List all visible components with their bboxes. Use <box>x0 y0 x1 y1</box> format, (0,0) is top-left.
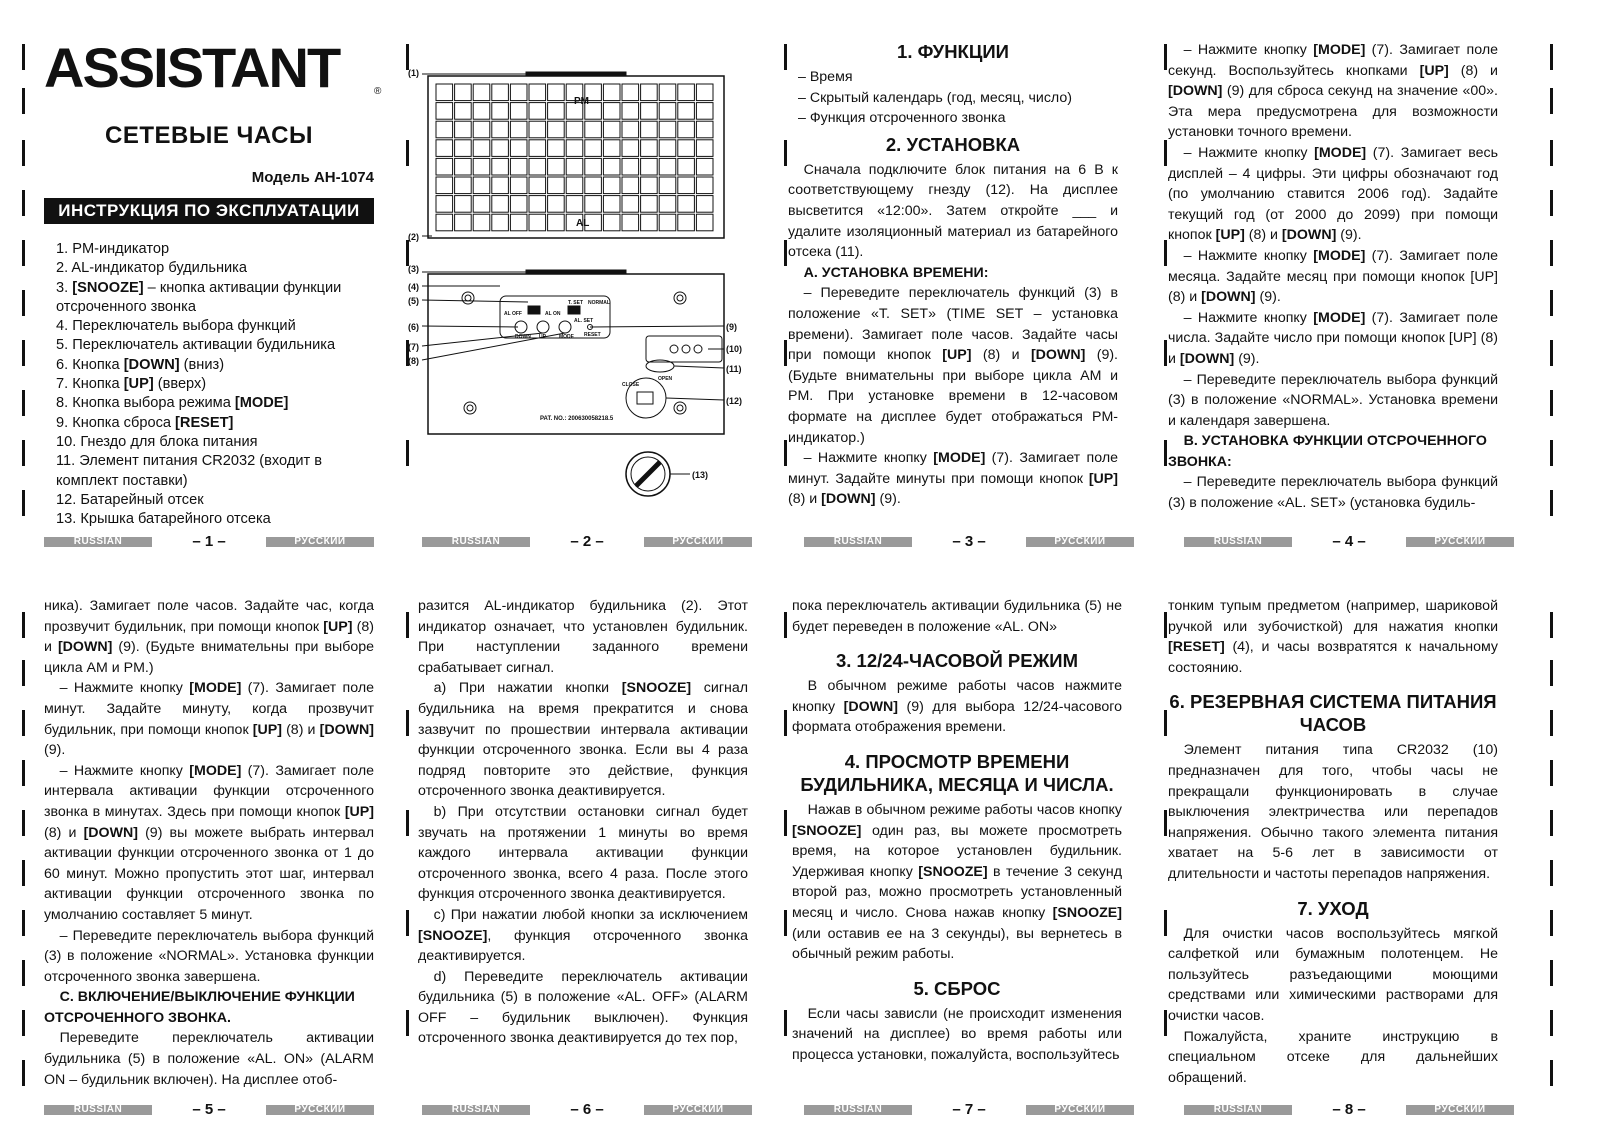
footer-8: RUSSIAN – 8 – РУССКИЙ <box>1184 1103 1514 1117</box>
callout-label: (6) <box>408 322 419 332</box>
grid-cell <box>622 196 639 213</box>
function-item: – Функция отсроченного звонка <box>798 110 1006 127</box>
grid-cell <box>510 158 527 175</box>
svg-text:MODE: MODE <box>559 334 574 340</box>
page-2 <box>408 40 748 530</box>
parts-list-item: 8. Кнопка выбора режима [MODE] <box>56 395 289 412</box>
grid-cell <box>473 140 490 157</box>
pm-indicator: PM <box>574 96 589 107</box>
grid-cell <box>529 177 546 194</box>
grid-cell <box>659 121 676 138</box>
footer-1: RUSSIAN – 1 – РУССКИЙ <box>44 535 374 549</box>
page-6: разится AL-индикатор будильника (2). Этот индикатор означает, что установлен будильник. При наступлении заданного времени срабатывает сигнал. a) При нажатии кнопки [SNOOZE] сигнал будильника на время прекратится и снова зазвучит по прошествии интервала активации функции отсроченного звонка. Если вы 4 раза подряд повторите это действие, функция отсроченного звонка деактивируется. b) При отсутствии остановки сигнал будет звучать на протяжении 1 минуты во время каждого интервала активации функции отсроченного звонка, всего 4 раза. После этого функция отсроченного звонка деактивируется. c) При нажатии любой кнопки за исключением [SNOOZE], функция отсроченного звонка деактивируется. d) Переведите переключатель активации будильника (5) в положение «AL. OFF» (ALARM OFF – будильник выключен). Функция отсроченного звонка деактивируется до тех пор, <box>418 598 748 1047</box>
grid-cell <box>659 84 676 101</box>
grid-cell <box>696 140 713 157</box>
grid-cell <box>659 103 676 120</box>
grid-cell <box>529 214 546 231</box>
page-1 <box>44 36 382 530</box>
grid-cell <box>678 84 695 101</box>
svg-text:AL. SET: AL. SET <box>574 318 594 324</box>
grid-cell <box>603 121 620 138</box>
callout-label: (10) <box>726 344 743 354</box>
heading-care: 7. УХОД <box>1297 897 1369 919</box>
grid-cell <box>455 214 472 231</box>
parts-list-item: 6. Кнопка [DOWN] (вниз) <box>56 356 225 373</box>
grid-cell <box>603 196 620 213</box>
up-button <box>537 321 549 333</box>
grid-cell <box>641 140 658 157</box>
footer-2: RUSSIAN – 2 – РУССКИЙ <box>422 535 752 549</box>
grid-cell <box>548 177 565 194</box>
grid-cell <box>641 196 658 213</box>
grid-cell <box>510 84 527 101</box>
grid-cell <box>510 103 527 120</box>
grid-cell <box>455 140 472 157</box>
grid-cell <box>678 196 695 213</box>
heading-functions: 1. ФУНКЦИИ <box>897 41 1009 62</box>
heading-reset: 5. СБРОС <box>913 977 1001 999</box>
grid-cell <box>678 214 695 231</box>
grid-cell <box>492 121 509 138</box>
callout-label: (12) <box>726 396 743 406</box>
grid-cell <box>455 84 472 101</box>
page-number: – 2 – <box>570 533 604 550</box>
grid-cell <box>510 196 527 213</box>
grid-cell <box>678 121 695 138</box>
callout-label: (2) <box>408 232 419 242</box>
parts-list-item: 13. Крышка батарейного отсека <box>56 511 271 528</box>
grid-cell <box>585 140 602 157</box>
heading-setup: 2. УСТАНОВКА <box>885 133 1021 155</box>
grid-cell <box>436 140 453 157</box>
heading-view: 4. ПРОСМОТР ВРЕМЕНИ БУДИЛЬНИКА, МЕСЯЦА И ЧИСЛА. <box>800 750 1114 795</box>
parts-list <box>56 240 374 529</box>
grid-cell <box>678 140 695 157</box>
grid-cell <box>622 140 639 157</box>
svg-text:UP: UP <box>539 334 546 340</box>
grid-cell <box>622 214 639 231</box>
grid-cell <box>641 103 658 120</box>
parts-list-item: 11. Элемент питания CR2032 (входит в комплект поставки) <box>56 453 323 489</box>
page-5: ника). Замигает поле часов. Задайте час, когда прозвучит будильник, при помощи кнопок [UP] (8) и [DOWN] (9). (Будьте внимательны при выборе цикла AM и PM.) – Нажмите кнопку [MODE] (7). Замигает поле минут. Задайте минуту, когда прозвучит будильник, при помощи кнопок [UP] (8) и [DOWN] (9). – Нажмите кнопку [MODE] (7). Замигает поле интервала активации функции отсроченного звонка в минутах. Здесь при помощи кнопок [UP] (8) и [DOWN] (9) вы можете выбрать интервал активации функции отсроченного звонка от 1 до 60 минут. Можно пропустить этот шаг, интервал активации функции отсроченного звонка по умолчанию составляет 5 минут. – Переведите переключатель выбора функций (3) в положение «NORMAL». Установка функции отсроченного звонка завершена. C. ВКЛЮЧЕНИЕ/ВЫКЛЮЧЕНИЕ ФУНКЦИИ ОТСРОЧЕННОГО ЗВОНКА. Переведите переключатель активации будильника (5) в положение «AL. ON» (ALARM ON – будильник включен). На дисплее отоб- <box>44 598 374 1088</box>
parts-list-item: 9. Кнопка сброса [RESET] <box>56 414 234 431</box>
grid-cell <box>678 103 695 120</box>
callout-label: (8) <box>408 356 419 366</box>
grid-cell <box>585 158 602 175</box>
page-number: – 7 – <box>952 1101 986 1118</box>
grid-cell <box>659 140 676 157</box>
grid-cell <box>455 121 472 138</box>
clock-diagram <box>408 40 748 500</box>
grid-cell <box>566 140 583 157</box>
grid-cell <box>603 214 620 231</box>
callout-label: (4) <box>408 282 419 292</box>
svg-text:CLOSE: CLOSE <box>622 382 640 388</box>
page-number: – 5 – <box>192 1101 226 1118</box>
grid-cell <box>510 214 527 231</box>
page-number: – 8 – <box>1332 1101 1366 1118</box>
grid-cell <box>585 177 602 194</box>
grid-cell <box>603 140 620 157</box>
grid-cell <box>603 103 620 120</box>
page-number: – 6 – <box>570 1101 604 1118</box>
grid-cell <box>603 177 620 194</box>
grid-cell <box>622 121 639 138</box>
grid-cell <box>510 121 527 138</box>
page-3: 1. ФУНКЦИИ – Время – Скрытый календарь (год, месяц, число) – Функция отсроченного звонка 2. УСТАНОВКА Сначала подключите блок питания на 6 В к соответствующему гнезду (12). На дисплее высветится «12:00». Затем откройте ___ и удалите изоляционный материал из батарейного отсека (11). А. УСТАНОВКА ВРЕМЕНИ: – Переведите переключатель функций (3) в положение «T. SET» (TIME SET – установка времени). Замигает поле часов. Задайте часы при помощи кнопок [UP] (8) и [DOWN] (9). (Будьте внимательны при выборе цикла AM и PM. При установке времени в 12-часовом формате на дисплее будет отображаться PM-индикатор.) – Нажмите кнопку [MODE] (7). Замигает поле минут. Задайте минуты при помощи кнопок [UP] (8) и [DOWN] (9). <box>788 41 1119 508</box>
brand-logo: ASSISTANT <box>44 36 340 99</box>
product-title: СЕТЕВЫЕ ЧАСЫ <box>105 122 313 149</box>
page-8: тонким тупым предметом (например, шариковой ручкой или зубочисткой) для нажатия кнопки [RESET] (4), и часы возвратятся к начальному состоянию. 6. РЕЗЕРВНАЯ СИСТЕМА ПИТАНИЯ ЧАСОВ Элемент питания типа CR2032 (10) предназначен для того, чтобы часы не прекращали функционировать в случае выключения электричества или перепадов напряжения. Обычно такого элемента питания хватает на 5-6 лет в зависимости от длительности и частоты перепадов напряжения. 7. УХОД Для очистки часов воспользуйтесь мягкой салфеткой или бумажным полотенцем. Не пользуйтесь разъедающими моющими средствами или химическими растворами для очистки часов. Пожалуйста, храните инструкцию в специальном отсеке для дальнейших обращений. <box>1168 598 1498 1086</box>
grid-cell <box>492 103 509 120</box>
grid-cell <box>473 103 490 120</box>
grid-cell <box>641 214 658 231</box>
grid-cell <box>548 103 565 120</box>
footer-3: RUSSIAN – 3 – РУССКИЙ <box>804 535 1134 549</box>
grid-cell <box>436 214 453 231</box>
grid-cell <box>696 103 713 120</box>
callout-label: (5) <box>408 296 419 306</box>
grid-cell <box>473 84 490 101</box>
grid-cell <box>548 196 565 213</box>
parts-list-item: 1. PM-индикатор <box>56 241 170 257</box>
functions-list <box>788 67 1118 129</box>
callout-label: (13) <box>692 470 709 480</box>
callout-label: (7) <box>408 342 419 352</box>
grid-cell <box>696 214 713 231</box>
parts-list-item: 4. Переключатель выбора функций <box>56 318 296 335</box>
grid-cell <box>641 177 658 194</box>
grid-cell <box>659 177 676 194</box>
grid-cell <box>622 103 639 120</box>
grid-cell <box>455 103 472 120</box>
footer-5: RUSSIAN – 5 – РУССКИЙ <box>44 1103 374 1117</box>
grid-cell <box>473 158 490 175</box>
grid-cell <box>529 121 546 138</box>
grid-cell <box>436 196 453 213</box>
footer-6: RUSSIAN – 6 – РУССКИЙ <box>422 1103 752 1117</box>
grid-cell <box>585 121 602 138</box>
parts-list-item: 10. Гнездо для блока питания <box>56 433 258 450</box>
grid-cell <box>548 158 565 175</box>
page-number: – 4 – <box>1332 533 1366 550</box>
grid-cell <box>529 103 546 120</box>
grid-cell <box>529 158 546 175</box>
grid-cell <box>548 140 565 157</box>
grid-cell <box>659 158 676 175</box>
grid-cell <box>678 158 695 175</box>
grid-cell <box>566 121 583 138</box>
grid-cell <box>510 140 527 157</box>
grid-cell <box>492 84 509 101</box>
grid-cell <box>659 214 676 231</box>
grid-cell <box>492 158 509 175</box>
grid-cell <box>548 84 565 101</box>
grid-cell <box>529 196 546 213</box>
heading-12-24: 3. 12/24-ЧАСОВОЙ РЕЖИМ <box>835 650 1079 672</box>
parts-list-item: 3. [SNOOZE] – кнопка активации функции отсроченного звонка <box>56 279 342 315</box>
svg-text:OPEN: OPEN <box>658 376 673 382</box>
grid-cell <box>622 84 639 101</box>
grid-cell <box>603 84 620 101</box>
grid-cell <box>529 140 546 157</box>
grid-cell <box>678 177 695 194</box>
grid-cell <box>641 121 658 138</box>
grid-cell <box>566 196 583 213</box>
grid-cell <box>455 177 472 194</box>
svg-text:AL OFF: AL OFF <box>504 311 522 317</box>
svg-text:T. SET: T. SET <box>568 300 584 306</box>
grid-cell <box>473 214 490 231</box>
grid-cell <box>622 158 639 175</box>
grid-cell <box>455 158 472 175</box>
grid-cell <box>436 103 453 120</box>
svg-text:AL ON: AL ON <box>545 311 561 317</box>
heading-backup-power: 6. РЕЗЕРВНАЯ СИСТЕМА ПИТАНИЯ ЧАСОВ <box>1169 691 1497 736</box>
function-item: – Скрытый календарь (год, месяц, число) <box>798 89 1072 106</box>
grid-cell <box>696 196 713 213</box>
parts-list-item: 7. Кнопка [UP] (вверх) <box>56 376 207 393</box>
footer-7: RUSSIAN – 7 – РУССКИЙ <box>804 1103 1134 1117</box>
function-item: – Время <box>798 69 853 85</box>
al-indicator: AL <box>576 218 590 229</box>
grid-cell <box>436 121 453 138</box>
grid-cell <box>436 84 453 101</box>
mode-button <box>559 321 571 333</box>
svg-text:RESET: RESET <box>584 332 601 338</box>
callout-label: (1) <box>408 68 419 78</box>
grid-cell <box>622 177 639 194</box>
grid-cell <box>492 177 509 194</box>
grid-cell <box>566 158 583 175</box>
grid-cell <box>603 158 620 175</box>
footer-4: RUSSIAN – 4 – РУССКИЙ <box>1184 535 1514 549</box>
grid-cell <box>510 177 527 194</box>
grid-cell <box>436 158 453 175</box>
grid-cell <box>473 196 490 213</box>
grid-cell <box>492 196 509 213</box>
patent-number: PAT. NO.: 200630058218.5 <box>540 416 614 422</box>
callout-label: (3) <box>408 264 419 274</box>
registered-mark: ® <box>374 86 382 97</box>
grid-cell <box>659 196 676 213</box>
grid-cell <box>492 214 509 231</box>
grid-cell <box>696 121 713 138</box>
grid-cell <box>529 84 546 101</box>
grid-cell <box>436 177 453 194</box>
parts-list-item: 5. Переключатель активации будильника <box>56 337 336 354</box>
grid-cell <box>696 158 713 175</box>
callout-label: (11) <box>726 364 742 374</box>
page-number: – 1 – <box>192 533 226 550</box>
parts-list-item: 12. Батарейный отсек <box>56 491 204 508</box>
grid-cell <box>473 121 490 138</box>
grid-cell <box>641 158 658 175</box>
instructions-banner: ИНСТРУКЦИЯ ПО ЭКСПЛУАТАЦИИ <box>44 198 374 224</box>
model-number: Модель AH-1074 <box>251 169 374 186</box>
svg-text:DOWN: DOWN <box>515 334 531 340</box>
page-7: пока переключатель активации будильника (5) не будет переведен в положение «AL. ON» 3. 12/24-ЧАСОВОЙ РЕЖИМ В обычном режиме работы часов нажмите кнопку [DOWN] (9) для выбора 12/24-часового формата отображения времени. 4. ПРОСМОТР ВРЕМЕНИ БУДИЛЬНИКА, МЕСЯЦА И ЧИСЛА. Нажав в обычном режиме работы часов кнопку [SNOOZE] один раз, вы можете просмотреть время, на которое установлен будильник. Удерживая кнопку [SNOOZE] в течение 3 секунд второй раз, можно просмотреть установленный месяц и число. Снова нажав кнопку [SNOOZE] (или оставив ее на 3 секунды), вы вернетесь в обычный режим работы. 5. СБРОС Если часы зависли (не происходит изменения значений на дисплее) во время работы или процесса установки, пожалуйста, воспользуйтесь <box>792 598 1122 1063</box>
grid-cell <box>548 121 565 138</box>
grid-cell <box>492 140 509 157</box>
grid-cell <box>566 177 583 194</box>
callout-label: (9) <box>726 322 737 332</box>
grid-cell <box>473 177 490 194</box>
page-number: – 3 – <box>952 533 986 550</box>
grid-cell <box>696 84 713 101</box>
grid-cell <box>455 196 472 213</box>
grid-cell <box>696 177 713 194</box>
grid-cell <box>585 196 602 213</box>
grid-cell <box>641 84 658 101</box>
page-4: – Нажмите кнопку [MODE] (7). Замигает поле секунд. Воспользуйтесь кнопками [UP] (8) и [DOWN] (9) для сброса секунд на значение «00». Эта мера предусмотрена для возможности установки точного времени. – Нажмите кнопку [MODE] (7). Замигает весь дисплей – 4 цифры. Эти цифры обозначают год (по умолчанию ставится 2006 год). Задайте текущий год (от 2000 до 2099) при помощи кнопок [UP] (8) и [DOWN] (9). – Нажмите кнопку [MODE] (7). Замигает поле месяца. Задайте месяц при помощи кнопок [UP] (8) и [DOWN] (9). – Нажмите кнопку [MODE] (7). Замигает поле числа. Задайте число при помощи кнопок [UP] (8) и [DOWN] (9). – Переведите переключатель выбора функций (3) в положение «NORMAL». Установка времени и календаря завершена. B. УСТАНОВКА ФУНКЦИИ ОТСРОЧЕННОГО ЗВОНКА: – Переведите переключатель выбора функций (3) в положение «AL. SET» (установка будиль- <box>1168 42 1498 512</box>
grid-cell <box>548 214 565 231</box>
svg-text:NORMAL: NORMAL <box>588 300 610 306</box>
parts-list-item: 2. AL-индикатор будильника <box>56 260 247 277</box>
